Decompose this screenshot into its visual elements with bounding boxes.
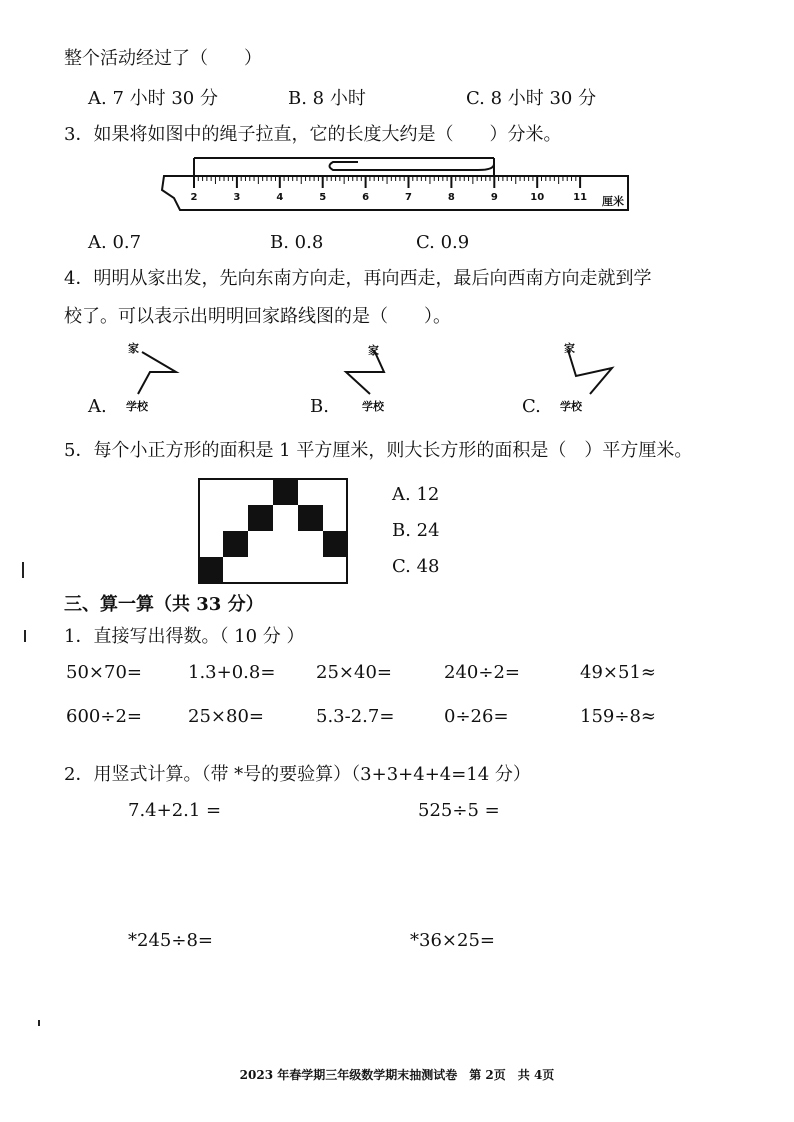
rectangle-grid-figure (198, 478, 348, 584)
q4-option-b-label: B. (310, 396, 329, 417)
calc-item: 25×80= (188, 706, 264, 727)
vertical-calc-item: *245÷8= (128, 930, 213, 951)
question-3-prompt: 3．如果将如图中的绳子拉直，它的长度大约是（ ）分米。 (64, 124, 562, 145)
calc-item: 5.3-2.7= (316, 706, 395, 727)
vertical-calc-item: 525÷5 = (418, 800, 500, 821)
q4-option-a-label: A. (88, 396, 107, 417)
route-b-home-label: 家 (368, 344, 379, 357)
vertical-calc-item: *36×25= (410, 930, 495, 951)
q5-option-b: B. 24 (392, 520, 440, 541)
q3-option-b: B. 0.8 (270, 232, 324, 253)
section-3-q2-prompt: 2．用竖式计算。（带 *号的要验算）（3+3+4+4=14 分） (64, 764, 531, 785)
vertical-calc-item: 7.4+2.1 = (128, 800, 222, 821)
route-a-school-label: 学校 (126, 400, 148, 413)
scan-mark (24, 630, 26, 642)
ruler-tick-label: 9 (490, 192, 498, 203)
calc-item: 600÷2= (66, 706, 142, 727)
q2-option-c: C. 8 小时 30 分 (466, 88, 597, 109)
ruler-tick-label: 3 (233, 192, 241, 203)
scan-mark (22, 562, 24, 578)
q3-option-c: C. 0.9 (416, 232, 470, 253)
page-footer: 2023 年春学期三年级数学期末抽测试卷 第 2页 共 4页 (239, 1068, 555, 1082)
question-5-prompt: 5．每个小正方形的面积是 1 平方厘米，则大长方形的面积是（ ）平方厘米。 (64, 440, 693, 461)
calc-item: 49×51≈ (580, 662, 656, 683)
route-c-school-label: 学校 (560, 400, 582, 413)
calc-item: 1.3+0.8= (188, 662, 276, 683)
question-4-prompt-line-1: 4．明明从家出发，先向东南方向走，再向西走，最后向西南方向走就到学 (64, 268, 652, 289)
q2-option-b: B. 8 小时 (288, 88, 366, 109)
ruler-unit-label: 厘米 (602, 195, 624, 208)
calc-item: 240÷2= (444, 662, 520, 683)
q5-option-a: A. 12 (392, 484, 440, 505)
section-3-title: 三、算一算（共 33 分） (64, 594, 264, 615)
ruler-tick-label: 11 (573, 192, 588, 203)
calc-item: 25×40= (316, 662, 392, 683)
ruler-tick-label: 7 (405, 192, 412, 203)
ruler-with-rope-figure (158, 150, 634, 214)
ruler-tick-label: 6 (362, 192, 370, 203)
scan-mark (38, 1020, 40, 1026)
calc-item: 50×70= (66, 662, 142, 683)
section-3-q1-prompt: 1．直接写出得数。（ 10 分 ） (64, 626, 305, 647)
calc-item: 0÷26= (444, 706, 509, 727)
route-b-school-label: 学校 (362, 400, 384, 413)
ruler-tick-label: 8 (447, 192, 455, 203)
q3-option-a: A. 0.7 (88, 232, 142, 253)
question-2-prompt: 整个活动经过了（ ） (64, 48, 262, 69)
q5-option-c: C. 48 (392, 556, 440, 577)
ruler-body (162, 176, 628, 210)
calc-item: 159÷8≈ (580, 706, 656, 727)
route-a-home-label: 家 (128, 342, 139, 355)
ruler-tick-label: 2 (190, 192, 198, 203)
q4-option-c-label: C. (522, 396, 541, 417)
ruler-tick-label: 4 (276, 192, 284, 203)
question-4-prompt-line-2: 校了。可以表示出明明回家路线图的是（ ）。 (64, 306, 451, 327)
q2-option-a: A. 7 小时 30 分 (88, 88, 218, 109)
route-c-home-label: 家 (564, 342, 575, 355)
ruler-tick-label: 5 (319, 192, 327, 203)
ruler-tick-label: 10 (530, 192, 545, 203)
